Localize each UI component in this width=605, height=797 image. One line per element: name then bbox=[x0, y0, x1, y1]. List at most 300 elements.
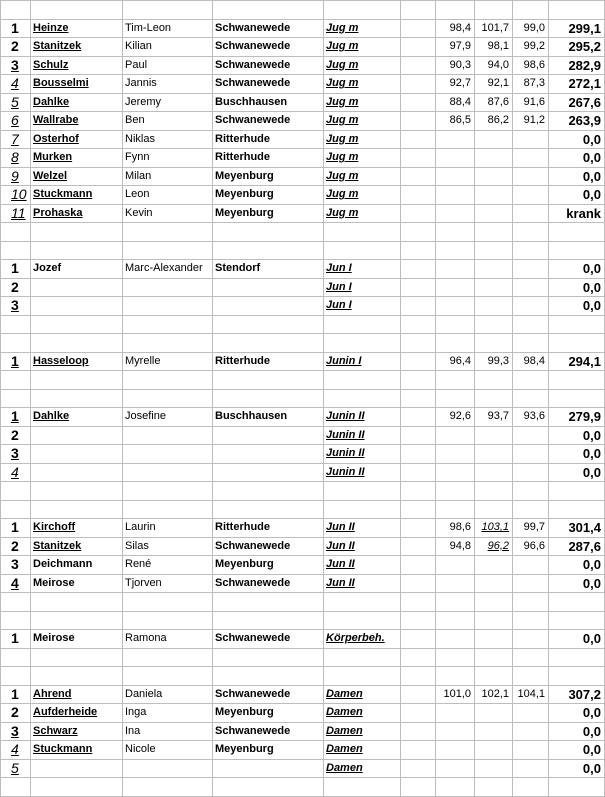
empty-cell bbox=[401, 75, 436, 94]
lastname-cell: Jozef bbox=[31, 260, 123, 279]
category-cell: Junin I bbox=[324, 352, 401, 371]
category-cell: Jug m bbox=[324, 112, 401, 131]
series1-cell: 92,7 bbox=[436, 75, 475, 94]
lastname-cell: Stanitzek bbox=[31, 38, 123, 57]
empty-cell bbox=[213, 389, 324, 408]
firstname-cell bbox=[123, 463, 213, 482]
empty-cell bbox=[401, 167, 436, 186]
lastname-cell: Hasseloop bbox=[31, 352, 123, 371]
total-cell: 0,0 bbox=[549, 167, 605, 186]
empty-cell bbox=[31, 241, 123, 260]
series2-cell: 92,1 bbox=[475, 75, 513, 94]
empty-cell bbox=[401, 204, 436, 223]
empty-cell bbox=[475, 371, 513, 390]
empty-cell bbox=[213, 371, 324, 390]
result-row bbox=[1, 426, 605, 445]
club-cell: Schwanewede bbox=[213, 574, 324, 593]
empty-cell bbox=[1, 241, 31, 260]
empty-cell bbox=[401, 1, 436, 20]
total-cell: 295,2 bbox=[549, 38, 605, 57]
series2-cell bbox=[475, 704, 513, 723]
total-cell: 263,9 bbox=[549, 112, 605, 131]
club-cell: Meyenburg bbox=[213, 704, 324, 723]
empty-cell bbox=[401, 371, 436, 390]
empty-cell bbox=[123, 667, 213, 686]
empty-cell bbox=[513, 371, 549, 390]
category-cell: Jug m bbox=[324, 38, 401, 57]
result-row bbox=[1, 186, 605, 205]
lastname-cell: Kirchoff bbox=[31, 519, 123, 538]
result-row bbox=[1, 56, 605, 75]
club-cell: Schwanewede bbox=[213, 630, 324, 649]
empty-cell bbox=[31, 1, 123, 20]
empty-cell bbox=[513, 334, 549, 353]
empty-cell bbox=[401, 56, 436, 75]
club-cell: Stendorf bbox=[213, 260, 324, 279]
lastname-cell: Schwarz bbox=[31, 722, 123, 741]
result-row bbox=[1, 537, 605, 556]
empty-cell bbox=[324, 315, 401, 334]
lastname-cell: Meirose bbox=[31, 630, 123, 649]
series1-cell bbox=[436, 556, 475, 575]
empty-cell bbox=[324, 241, 401, 260]
empty-cell bbox=[324, 223, 401, 242]
lastname-cell: Ahrend bbox=[31, 685, 123, 704]
empty-cell bbox=[31, 611, 123, 630]
empty-cell bbox=[475, 223, 513, 242]
series3-cell: 93,6 bbox=[513, 408, 549, 427]
series1-cell: 94,8 bbox=[436, 537, 475, 556]
empty-cell bbox=[213, 611, 324, 630]
lastname-cell: Stanitzek bbox=[31, 537, 123, 556]
result-row bbox=[1, 704, 605, 723]
lastname-cell: Wallrabe bbox=[31, 112, 123, 131]
empty-cell bbox=[213, 593, 324, 612]
empty-cell bbox=[549, 389, 605, 408]
firstname-cell: Myrelle bbox=[123, 352, 213, 371]
category-cell: Damen bbox=[324, 722, 401, 741]
result-row bbox=[1, 408, 605, 427]
total-cell: 279,9 bbox=[549, 408, 605, 427]
empty-cell bbox=[549, 334, 605, 353]
empty-cell bbox=[401, 334, 436, 353]
series2-cell: 94,0 bbox=[475, 56, 513, 75]
empty-cell bbox=[1, 778, 31, 797]
category-cell: Jun I bbox=[324, 260, 401, 279]
result-row bbox=[1, 445, 605, 464]
empty-cell bbox=[436, 1, 475, 20]
category-cell: Körperbeh. bbox=[324, 630, 401, 649]
empty-cell bbox=[475, 593, 513, 612]
empty-cell bbox=[213, 315, 324, 334]
rank-cell: 2 bbox=[1, 38, 31, 57]
empty-cell bbox=[436, 371, 475, 390]
empty-cell bbox=[31, 667, 123, 686]
total-cell: 0,0 bbox=[549, 297, 605, 316]
rank-cell: 3 bbox=[1, 445, 31, 464]
series1-cell: 92,6 bbox=[436, 408, 475, 427]
series3-cell: 99,0 bbox=[513, 19, 549, 38]
empty-cell bbox=[1, 1, 31, 20]
empty-cell bbox=[213, 223, 324, 242]
firstname-cell: Silas bbox=[123, 537, 213, 556]
empty-cell bbox=[475, 334, 513, 353]
empty-cell bbox=[31, 334, 123, 353]
series1-cell bbox=[436, 574, 475, 593]
empty-cell bbox=[513, 593, 549, 612]
rank-cell: 4 bbox=[1, 574, 31, 593]
empty-cell bbox=[549, 1, 605, 20]
lastname-cell: Deichmann bbox=[31, 556, 123, 575]
firstname-cell: Paul bbox=[123, 56, 213, 75]
result-row bbox=[1, 759, 605, 778]
result-row bbox=[1, 204, 605, 223]
rank-cell: 3 bbox=[1, 56, 31, 75]
empty-cell bbox=[401, 722, 436, 741]
series2-cell: 102,1 bbox=[475, 685, 513, 704]
series1-cell bbox=[436, 463, 475, 482]
empty-cell bbox=[213, 482, 324, 501]
empty-cell bbox=[123, 778, 213, 797]
series1-cell bbox=[436, 741, 475, 760]
rank-cell: 1 bbox=[1, 19, 31, 38]
empty-cell bbox=[475, 315, 513, 334]
empty-cell bbox=[436, 500, 475, 519]
spacer-row bbox=[1, 482, 605, 501]
series3-cell: 91,2 bbox=[513, 112, 549, 131]
empty-cell bbox=[401, 19, 436, 38]
empty-cell bbox=[436, 389, 475, 408]
empty-cell bbox=[401, 519, 436, 538]
rank-cell: 6 bbox=[1, 112, 31, 131]
result-row bbox=[1, 38, 605, 57]
lastname-cell bbox=[31, 463, 123, 482]
rank-cell: 10 bbox=[1, 186, 31, 205]
series1-cell bbox=[436, 186, 475, 205]
firstname-cell: Josefine bbox=[123, 408, 213, 427]
empty-cell bbox=[324, 611, 401, 630]
total-cell: 0,0 bbox=[549, 130, 605, 149]
series2-cell bbox=[475, 204, 513, 223]
category-cell: Junin II bbox=[324, 463, 401, 482]
empty-cell bbox=[475, 241, 513, 260]
club-cell: Meyenburg bbox=[213, 167, 324, 186]
empty-cell bbox=[1, 334, 31, 353]
series3-cell: 104,1 bbox=[513, 685, 549, 704]
result-row bbox=[1, 352, 605, 371]
series2-cell bbox=[475, 278, 513, 297]
series1-cell bbox=[436, 704, 475, 723]
rank-cell: 2 bbox=[1, 426, 31, 445]
empty-cell bbox=[213, 241, 324, 260]
club-cell: Meyenburg bbox=[213, 556, 324, 575]
category-cell: Junin II bbox=[324, 408, 401, 427]
empty-cell bbox=[436, 334, 475, 353]
lastname-cell: Murken bbox=[31, 149, 123, 168]
club-cell: Schwanewede bbox=[213, 75, 324, 94]
empty-cell bbox=[549, 667, 605, 686]
empty-cell bbox=[1, 500, 31, 519]
category-cell: Damen bbox=[324, 741, 401, 760]
category-cell: Jug m bbox=[324, 19, 401, 38]
empty-cell bbox=[324, 371, 401, 390]
rank-cell: 1 bbox=[1, 352, 31, 371]
series2-cell bbox=[475, 759, 513, 778]
series1-cell bbox=[436, 297, 475, 316]
empty-cell bbox=[1, 593, 31, 612]
series2-cell bbox=[475, 186, 513, 205]
result-row bbox=[1, 630, 605, 649]
empty-cell bbox=[401, 648, 436, 667]
lastname-cell bbox=[31, 278, 123, 297]
firstname-cell: Kevin bbox=[123, 204, 213, 223]
category-cell: Jug m bbox=[324, 167, 401, 186]
club-cell: Schwanewede bbox=[213, 537, 324, 556]
empty-cell bbox=[513, 648, 549, 667]
empty-cell bbox=[401, 741, 436, 760]
club-cell bbox=[213, 759, 324, 778]
empty-cell bbox=[123, 611, 213, 630]
empty-cell bbox=[401, 667, 436, 686]
rank-cell: 1 bbox=[1, 260, 31, 279]
empty-cell bbox=[549, 648, 605, 667]
result-row bbox=[1, 130, 605, 149]
firstname-cell: Niklas bbox=[123, 130, 213, 149]
series3-cell: 91,6 bbox=[513, 93, 549, 112]
empty-cell bbox=[401, 130, 436, 149]
series3-cell bbox=[513, 260, 549, 279]
total-cell: 0,0 bbox=[549, 186, 605, 205]
empty-cell bbox=[401, 593, 436, 612]
empty-cell bbox=[401, 38, 436, 57]
empty-cell bbox=[401, 389, 436, 408]
empty-cell bbox=[513, 241, 549, 260]
series3-cell: 98,4 bbox=[513, 352, 549, 371]
firstname-cell bbox=[123, 445, 213, 464]
empty-cell bbox=[401, 297, 436, 316]
series3-cell bbox=[513, 556, 549, 575]
series2-cell bbox=[475, 741, 513, 760]
series1-cell: 97,9 bbox=[436, 38, 475, 57]
empty-cell bbox=[549, 500, 605, 519]
firstname-cell: Nicole bbox=[123, 741, 213, 760]
empty-cell bbox=[31, 482, 123, 501]
empty-cell bbox=[1, 648, 31, 667]
spacer-row bbox=[1, 648, 605, 667]
rank-cell: 5 bbox=[1, 93, 31, 112]
category-cell: Damen bbox=[324, 704, 401, 723]
empty-cell bbox=[475, 648, 513, 667]
lastname-cell bbox=[31, 297, 123, 316]
empty-cell bbox=[213, 667, 324, 686]
empty-cell bbox=[31, 223, 123, 242]
empty-cell bbox=[31, 371, 123, 390]
firstname-cell: Tim-Leon bbox=[123, 19, 213, 38]
total-cell: krank bbox=[549, 204, 605, 223]
result-row bbox=[1, 260, 605, 279]
rank-cell: 1 bbox=[1, 685, 31, 704]
total-cell: 0,0 bbox=[549, 260, 605, 279]
rank-cell: 3 bbox=[1, 722, 31, 741]
series1-cell bbox=[436, 130, 475, 149]
spacer-row bbox=[1, 1, 605, 20]
total-cell: 299,1 bbox=[549, 19, 605, 38]
total-cell: 267,6 bbox=[549, 93, 605, 112]
empty-cell bbox=[213, 334, 324, 353]
series2-cell bbox=[475, 149, 513, 168]
empty-cell bbox=[324, 482, 401, 501]
spacer-row bbox=[1, 334, 605, 353]
category-cell: Jun II bbox=[324, 519, 401, 538]
empty-cell bbox=[324, 667, 401, 686]
series2-cell bbox=[475, 722, 513, 741]
total-cell: 294,1 bbox=[549, 352, 605, 371]
empty-cell bbox=[475, 778, 513, 797]
series3-cell bbox=[513, 722, 549, 741]
series2-cell: 93,7 bbox=[475, 408, 513, 427]
series3-cell bbox=[513, 186, 549, 205]
empty-cell bbox=[436, 648, 475, 667]
empty-cell bbox=[123, 500, 213, 519]
category-cell: Junin II bbox=[324, 426, 401, 445]
empty-cell bbox=[401, 556, 436, 575]
empty-cell bbox=[475, 500, 513, 519]
lastname-cell: Stuckmann bbox=[31, 186, 123, 205]
empty-cell bbox=[436, 241, 475, 260]
series3-cell bbox=[513, 704, 549, 723]
empty-cell bbox=[31, 648, 123, 667]
total-cell: 0,0 bbox=[549, 630, 605, 649]
spacer-row bbox=[1, 667, 605, 686]
series1-cell bbox=[436, 278, 475, 297]
series2-cell: 87,6 bbox=[475, 93, 513, 112]
firstname-cell: Daniela bbox=[123, 685, 213, 704]
series2-cell bbox=[475, 630, 513, 649]
series1-cell bbox=[436, 759, 475, 778]
empty-cell bbox=[549, 371, 605, 390]
empty-cell bbox=[401, 759, 436, 778]
spacer-row bbox=[1, 223, 605, 242]
series1-cell bbox=[436, 426, 475, 445]
lastname-cell: Stuckmann bbox=[31, 741, 123, 760]
club-cell: Schwanewede bbox=[213, 112, 324, 131]
empty-cell bbox=[1, 611, 31, 630]
empty-cell bbox=[513, 667, 549, 686]
spacer-row bbox=[1, 371, 605, 390]
empty-cell bbox=[123, 223, 213, 242]
series1-cell bbox=[436, 167, 475, 186]
spacer-row bbox=[1, 611, 605, 630]
lastname-cell: Dahlke bbox=[31, 408, 123, 427]
series2-cell bbox=[475, 463, 513, 482]
club-cell bbox=[213, 463, 324, 482]
series2-cell: 98,1 bbox=[475, 38, 513, 57]
empty-cell bbox=[436, 593, 475, 612]
series2-cell bbox=[475, 426, 513, 445]
series2-cell: 86,2 bbox=[475, 112, 513, 131]
rank-cell: 5 bbox=[1, 759, 31, 778]
series3-cell: 98,6 bbox=[513, 56, 549, 75]
result-row bbox=[1, 19, 605, 38]
empty-cell bbox=[401, 223, 436, 242]
result-row bbox=[1, 519, 605, 538]
firstname-cell: René bbox=[123, 556, 213, 575]
empty-cell bbox=[123, 371, 213, 390]
series3-cell: 99,2 bbox=[513, 38, 549, 57]
spacer-row bbox=[1, 389, 605, 408]
series2-cell bbox=[475, 297, 513, 316]
empty-cell bbox=[549, 241, 605, 260]
lastname-cell: Heinze bbox=[31, 19, 123, 38]
club-cell: Schwanewede bbox=[213, 685, 324, 704]
spacer-row bbox=[1, 241, 605, 260]
firstname-cell bbox=[123, 278, 213, 297]
series1-cell: 86,5 bbox=[436, 112, 475, 131]
empty-cell bbox=[513, 500, 549, 519]
empty-cell bbox=[513, 1, 549, 20]
empty-cell bbox=[1, 482, 31, 501]
club-cell: Meyenburg bbox=[213, 204, 324, 223]
empty-cell bbox=[123, 593, 213, 612]
club-cell bbox=[213, 445, 324, 464]
empty-cell bbox=[324, 500, 401, 519]
empty-cell bbox=[1, 315, 31, 334]
total-cell: 301,4 bbox=[549, 519, 605, 538]
empty-cell bbox=[475, 667, 513, 686]
series3-cell bbox=[513, 297, 549, 316]
empty-cell bbox=[401, 186, 436, 205]
result-row bbox=[1, 722, 605, 741]
series3-cell bbox=[513, 463, 549, 482]
category-cell: Jug m bbox=[324, 204, 401, 223]
category-cell: Jug m bbox=[324, 75, 401, 94]
series1-cell: 90,3 bbox=[436, 56, 475, 75]
total-cell: 0,0 bbox=[549, 741, 605, 760]
rank-cell: 3 bbox=[1, 297, 31, 316]
rank-cell: 1 bbox=[1, 630, 31, 649]
total-cell: 0,0 bbox=[549, 463, 605, 482]
total-cell: 0,0 bbox=[549, 759, 605, 778]
result-row bbox=[1, 741, 605, 760]
series1-cell: 88,4 bbox=[436, 93, 475, 112]
empty-cell bbox=[549, 482, 605, 501]
firstname-cell: Ina bbox=[123, 722, 213, 741]
series2-cell bbox=[475, 445, 513, 464]
empty-cell bbox=[324, 334, 401, 353]
results-table-body bbox=[1, 1, 605, 797]
empty-cell bbox=[31, 389, 123, 408]
empty-cell bbox=[401, 537, 436, 556]
series3-cell bbox=[513, 149, 549, 168]
category-cell: Jug m bbox=[324, 93, 401, 112]
empty-cell bbox=[401, 260, 436, 279]
empty-cell bbox=[31, 500, 123, 519]
lastname-cell: Schulz bbox=[31, 56, 123, 75]
series2-cell: 103,1 bbox=[475, 519, 513, 538]
club-cell: Schwanewede bbox=[213, 56, 324, 75]
result-row bbox=[1, 167, 605, 186]
empty-cell bbox=[513, 389, 549, 408]
lastname-cell bbox=[31, 426, 123, 445]
series3-cell bbox=[513, 426, 549, 445]
empty-cell bbox=[475, 482, 513, 501]
rank-cell: 4 bbox=[1, 75, 31, 94]
firstname-cell: Laurin bbox=[123, 519, 213, 538]
category-cell: Jug m bbox=[324, 56, 401, 75]
total-cell: 0,0 bbox=[549, 722, 605, 741]
result-row bbox=[1, 278, 605, 297]
rank-cell: 2 bbox=[1, 704, 31, 723]
